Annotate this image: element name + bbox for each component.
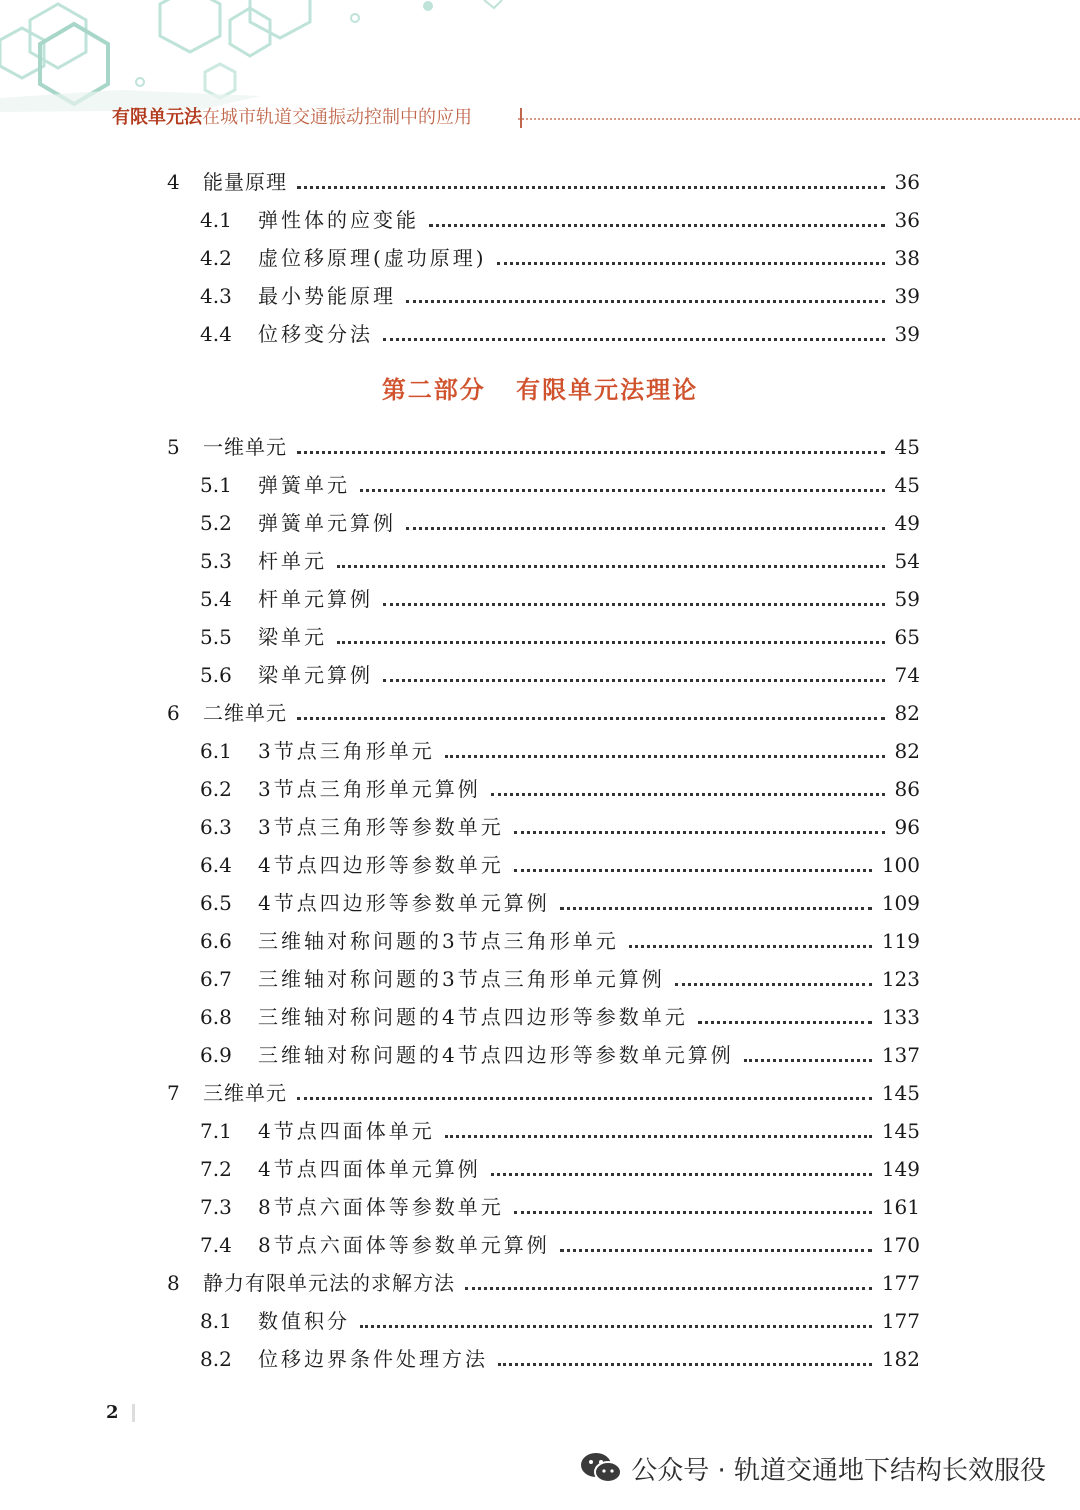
toc-entry-number: 7.3 — [200, 1195, 232, 1219]
toc-leader-dots — [360, 489, 885, 492]
toc-entry-number: 4.2 — [200, 246, 232, 270]
toc-section-entry — [0, 960, 1080, 998]
header-title-strong: 有限单元法 — [112, 107, 202, 128]
toc-section-entry — [0, 998, 1080, 1036]
toc-entry-number: 8.1 — [200, 1309, 232, 1333]
toc-chapter-entry — [0, 428, 1080, 466]
toc-entry-title: 一维单元 — [203, 435, 287, 459]
toc-entry-page: 82 — [894, 739, 920, 763]
toc-section-entry — [0, 922, 1080, 960]
toc-entry-page: 54 — [894, 549, 920, 573]
toc-entry-number: 4 — [167, 170, 180, 194]
toc-leader-dots — [675, 983, 872, 986]
toc-leader-dots — [337, 565, 885, 568]
toc-entry-number: 6.7 — [200, 967, 232, 991]
toc-section-entry — [0, 1302, 1080, 1340]
toc-leader-dots — [465, 1287, 872, 1290]
toc-entry-page: 161 — [881, 1195, 920, 1219]
toc-section-entry — [0, 504, 1080, 542]
toc-section-entry — [0, 1150, 1080, 1188]
toc-entry-title: 虚位移原理(虚功原理) — [258, 246, 487, 270]
toc-entry-number: 6.5 — [200, 891, 232, 915]
toc-leader-dots — [698, 1021, 872, 1024]
toc-entry-number: 5.5 — [200, 625, 232, 649]
page-number-bar — [132, 1404, 135, 1422]
toc-entry-title: 三维轴对称问题的4节点四边形等参数单元算例 — [258, 1043, 734, 1067]
toc-entry-page: 145 — [881, 1081, 920, 1105]
toc-entry-title: 3节点三角形单元算例 — [258, 777, 481, 801]
header-dotted-rule — [518, 118, 1080, 120]
wechat-icon — [579, 1450, 623, 1486]
toc-entry-page: 86 — [894, 777, 920, 801]
toc-leader-dots — [297, 1097, 872, 1100]
toc-leader-dots — [429, 224, 885, 227]
toc-chapter-entry — [0, 163, 1080, 201]
toc-entry-page: 82 — [894, 701, 920, 725]
toc-section-entry — [0, 239, 1080, 277]
toc-entry-title: 3节点三角形等参数单元 — [258, 815, 504, 839]
toc-section-entry — [0, 1226, 1080, 1264]
toc-section-entry — [0, 1188, 1080, 1226]
toc-entry-number: 6.1 — [200, 739, 232, 763]
toc-leader-dots — [514, 869, 872, 872]
toc-leader-dots — [498, 1363, 872, 1366]
part-heading: 第二部分 有限单元法理论 — [381, 376, 699, 404]
toc-leader-dots — [491, 1173, 872, 1176]
toc-section-entry — [0, 542, 1080, 580]
toc-section-entry — [0, 1340, 1080, 1378]
toc-leader-dots — [560, 1249, 872, 1252]
toc-leader-dots — [491, 793, 885, 796]
toc-entry-page: 38 — [894, 246, 920, 270]
header-title-rest: 在城市轨道交通振动控制中的应用 — [202, 107, 472, 128]
toc-entry-page: 45 — [894, 473, 920, 497]
toc-entry-page: 177 — [881, 1309, 920, 1333]
toc-section-entry — [0, 1112, 1080, 1150]
toc-entry-number: 4.1 — [200, 208, 232, 232]
toc-entry-number: 6.2 — [200, 777, 232, 801]
toc-entry-number: 6.3 — [200, 815, 232, 839]
toc-entry-title: 三维轴对称问题的4节点四边形等参数单元 — [258, 1005, 688, 1029]
toc-entry-title: 位移边界条件处理方法 — [258, 1347, 488, 1371]
toc-chapter-entry — [0, 1264, 1080, 1302]
toc-section-entry — [0, 580, 1080, 618]
toc-entry-page: 100 — [881, 853, 920, 877]
toc-entry-number: 4.4 — [200, 322, 232, 346]
toc-leader-dots — [406, 300, 885, 303]
toc-entry-number: 4.3 — [200, 284, 232, 308]
toc-entry-page: 149 — [881, 1157, 920, 1181]
toc-section-entry — [0, 732, 1080, 770]
toc-entry-title: 8节点六面体等参数单元算例 — [258, 1233, 550, 1257]
toc-entry-number: 8 — [167, 1271, 180, 1295]
toc-section-entry — [0, 201, 1080, 239]
toc-entry-title: 三维单元 — [203, 1081, 287, 1105]
toc-leader-dots — [497, 262, 885, 265]
toc-entry-number: 5 — [167, 435, 180, 459]
toc-entry-title: 三维轴对称问题的3节点三角形单元 — [258, 929, 619, 953]
toc-entry-number: 6.9 — [200, 1043, 232, 1067]
toc-leader-dots — [445, 755, 885, 758]
toc-entry-title: 8节点六面体等参数单元 — [258, 1195, 504, 1219]
toc-entry-number: 6.8 — [200, 1005, 232, 1029]
toc-entry-page: 49 — [894, 511, 920, 535]
toc-entry-page: 137 — [881, 1043, 920, 1067]
toc-entry-number: 5.3 — [200, 549, 232, 573]
toc-entry-title: 二维单元 — [203, 701, 287, 725]
toc-entry-page: 36 — [894, 208, 920, 232]
toc-entry-number: 5.1 — [200, 473, 232, 497]
toc-entry-title: 位移变分法 — [258, 322, 373, 346]
toc-entry-page: 119 — [881, 929, 920, 953]
toc-entry-title: 最小势能原理 — [258, 284, 396, 308]
toc-entry-title: 能量原理 — [203, 170, 287, 194]
toc-leader-dots — [514, 1211, 872, 1214]
toc-entry-title: 三维轴对称问题的3节点三角形单元算例 — [258, 967, 665, 991]
toc-entry-title: 4节点四面体单元算例 — [258, 1157, 481, 1181]
toc-chapter-entry — [0, 694, 1080, 732]
toc-entry-page: 182 — [881, 1347, 920, 1371]
toc-entry-title: 4节点四边形等参数单元算例 — [258, 891, 550, 915]
toc-section-entry — [0, 618, 1080, 656]
toc-section-entry — [0, 808, 1080, 846]
toc-entry-title: 数值积分 — [258, 1309, 350, 1333]
watermark-text: 公众号 · 轨道交通地下结构长效服役 — [631, 1455, 1046, 1486]
toc-section-entry — [0, 770, 1080, 808]
toc-entry-title: 弹簧单元算例 — [258, 511, 396, 535]
toc-leader-dots — [297, 451, 885, 454]
toc-entry-title: 4节点四边形等参数单元 — [258, 853, 504, 877]
toc-entry-title: 杆单元 — [258, 549, 327, 573]
toc-entry-title: 弹簧单元 — [258, 473, 350, 497]
toc-entry-page: 145 — [881, 1119, 920, 1143]
toc-leader-dots — [297, 717, 885, 720]
toc-leader-dots — [514, 831, 885, 834]
toc-leader-dots — [406, 527, 885, 530]
toc-entry-number: 8.2 — [200, 1347, 232, 1371]
watermark — [579, 1448, 1046, 1488]
toc-leader-dots — [360, 1325, 872, 1328]
toc-entry-page: 39 — [894, 322, 920, 346]
toc-entry-title: 杆单元算例 — [258, 587, 373, 611]
toc-entry-number: 7.4 — [200, 1233, 232, 1257]
toc-entry-page: 65 — [894, 625, 920, 649]
toc-entry-page: 45 — [894, 435, 920, 459]
toc-entry-page: 96 — [894, 815, 920, 839]
toc-leader-dots — [629, 945, 872, 948]
toc-leader-dots — [383, 338, 885, 341]
toc-entry-number: 7.2 — [200, 1157, 232, 1181]
toc-entry-title: 3节点三角形单元 — [258, 739, 435, 763]
toc-section-entry — [0, 315, 1080, 353]
toc-entry-title: 弹性体的应变能 — [258, 208, 419, 232]
toc-leader-dots — [560, 907, 872, 910]
toc-entry-number: 7 — [167, 1081, 180, 1105]
toc-leader-dots — [445, 1135, 872, 1138]
running-header-title — [112, 103, 472, 133]
toc-entry-title: 梁单元算例 — [258, 663, 373, 687]
toc-entry-page: 123 — [881, 967, 920, 991]
toc-section-entry — [0, 884, 1080, 922]
toc-chapter-entry — [0, 1074, 1080, 1112]
toc-entry-page: 109 — [881, 891, 920, 915]
toc-leader-dots — [297, 186, 885, 189]
toc-leader-dots — [383, 679, 885, 682]
toc-section-entry — [0, 466, 1080, 504]
toc-entry-page: 59 — [894, 587, 920, 611]
toc-entry-page: 39 — [894, 284, 920, 308]
toc-leader-dots — [383, 603, 885, 606]
toc-entry-page: 177 — [881, 1271, 920, 1295]
toc-entry-page: 133 — [881, 1005, 920, 1029]
toc-entry-title: 梁单元 — [258, 625, 327, 649]
toc-entry-number: 7.1 — [200, 1119, 232, 1143]
toc-entry-number: 6 — [167, 701, 180, 725]
toc-entry-title: 4节点四面体单元 — [258, 1119, 435, 1143]
toc-entry-number: 5.6 — [200, 663, 232, 687]
toc-entry-number: 5.2 — [200, 511, 232, 535]
toc-entry-number: 6.6 — [200, 929, 232, 953]
page-number: 2 — [106, 1402, 119, 1423]
toc-section-entry — [0, 1036, 1080, 1074]
toc-leader-dots — [337, 641, 885, 644]
toc-leader-dots — [744, 1059, 872, 1062]
toc-section-entry — [0, 277, 1080, 315]
toc-section-entry — [0, 656, 1080, 694]
toc-entry-title: 静力有限单元法的求解方法 — [203, 1271, 455, 1295]
toc-entry-page: 36 — [894, 170, 920, 194]
toc-entry-number: 5.4 — [200, 587, 232, 611]
toc-entry-page: 170 — [881, 1233, 920, 1257]
toc-entry-number: 6.4 — [200, 853, 232, 877]
toc-entry-page: 74 — [894, 663, 920, 687]
toc-section-entry — [0, 846, 1080, 884]
